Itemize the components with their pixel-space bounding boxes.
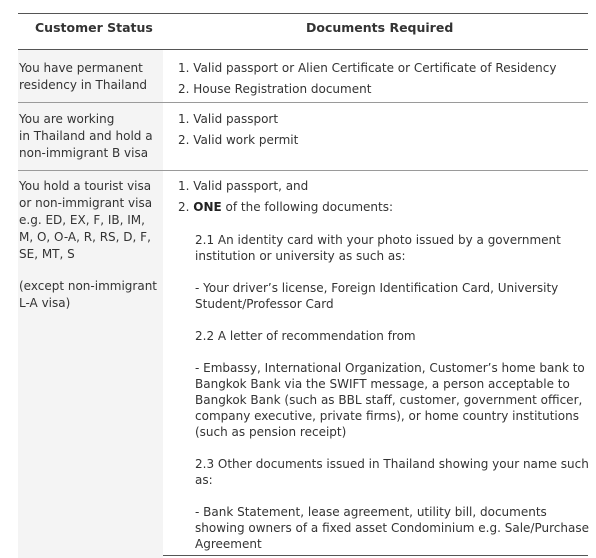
row3-note-line1: (except non-immigrant — [19, 279, 158, 293]
sub-2-2-detail: - Embassy, International Organization, Customer’s home bank to Bangkok Bank via the SWIFT message, a person acceptable to Bangkok Bank (such as BBL staff, customer, government officer, company executive, private firms), or home country institutions (such as pension receipt) — [195, 361, 585, 439]
row3-note-line2: L-A visa) — [19, 296, 71, 310]
row1-border — [18, 102, 588, 103]
row1-doc1: 1. Valid passport or Alien Certificate or Certificate of Residency — [178, 61, 557, 75]
row3-doc2-rest: of the following documents: — [221, 200, 394, 214]
table-bottom-border — [163, 555, 588, 556]
sub-2-3-detail: - Bank Statement, lease agreement, utility bill, documents showing owners of a fixed asset Condominium e.g. Sale/Purchase Agreement — [195, 505, 589, 551]
row2-status — [19, 111, 161, 162]
header-documents-required: Documents Required — [306, 20, 454, 35]
row3-doc2 — [178, 200, 393, 214]
row1-status-line2: residency in Thailand — [19, 78, 148, 92]
sub-2-3: 2.3 Other documents issued in Thailand showing your name such as: — [195, 457, 589, 487]
row3-status-line2: or non-immigrant visa — [19, 196, 153, 210]
row1-status — [19, 60, 161, 94]
row2-status-line3: non-immigrant B visa — [19, 146, 149, 160]
sub-2-1-detail: - Your driver’s license, Foreign Identification Card, University Student/Professor Card — [195, 281, 559, 311]
row3-status — [19, 178, 161, 263]
row3-status-line1: You hold a tourist visa — [19, 179, 152, 193]
row3-doc2-bold: ONE — [193, 200, 222, 214]
sub-2-2: 2.2 A letter of recommendation from — [195, 329, 416, 343]
row3-note — [19, 278, 161, 312]
sub-2-1: 2.1 An identity card with your photo issued by a government institution or university as such as: — [195, 233, 561, 263]
row2-status-line2: in Thailand and hold a — [19, 129, 153, 143]
row3-status-line5: SE, MT, S — [19, 247, 75, 261]
row1-status-line1: You have permanent — [19, 61, 143, 75]
row3-status-line3: e.g. ED, EX, F, IB, IM, — [19, 213, 145, 227]
header-border — [18, 49, 588, 50]
row2-doc1: 1. Valid passport — [178, 112, 279, 126]
header-customer-status: Customer Status — [35, 20, 153, 35]
table-top-border — [18, 13, 588, 14]
row3-doc1: 1. Valid passport, and — [178, 179, 309, 193]
row2-border — [18, 170, 588, 171]
row3-status-line4: M, O, O-A, R, RS, D, F, — [19, 230, 151, 244]
row1-doc2: 2. House Registration document — [178, 82, 372, 96]
row2-doc2: 2. Valid work permit — [178, 133, 299, 147]
row3-doc2-prefix: 2. — [178, 200, 194, 214]
row2-status-line1: You are working — [19, 112, 115, 126]
